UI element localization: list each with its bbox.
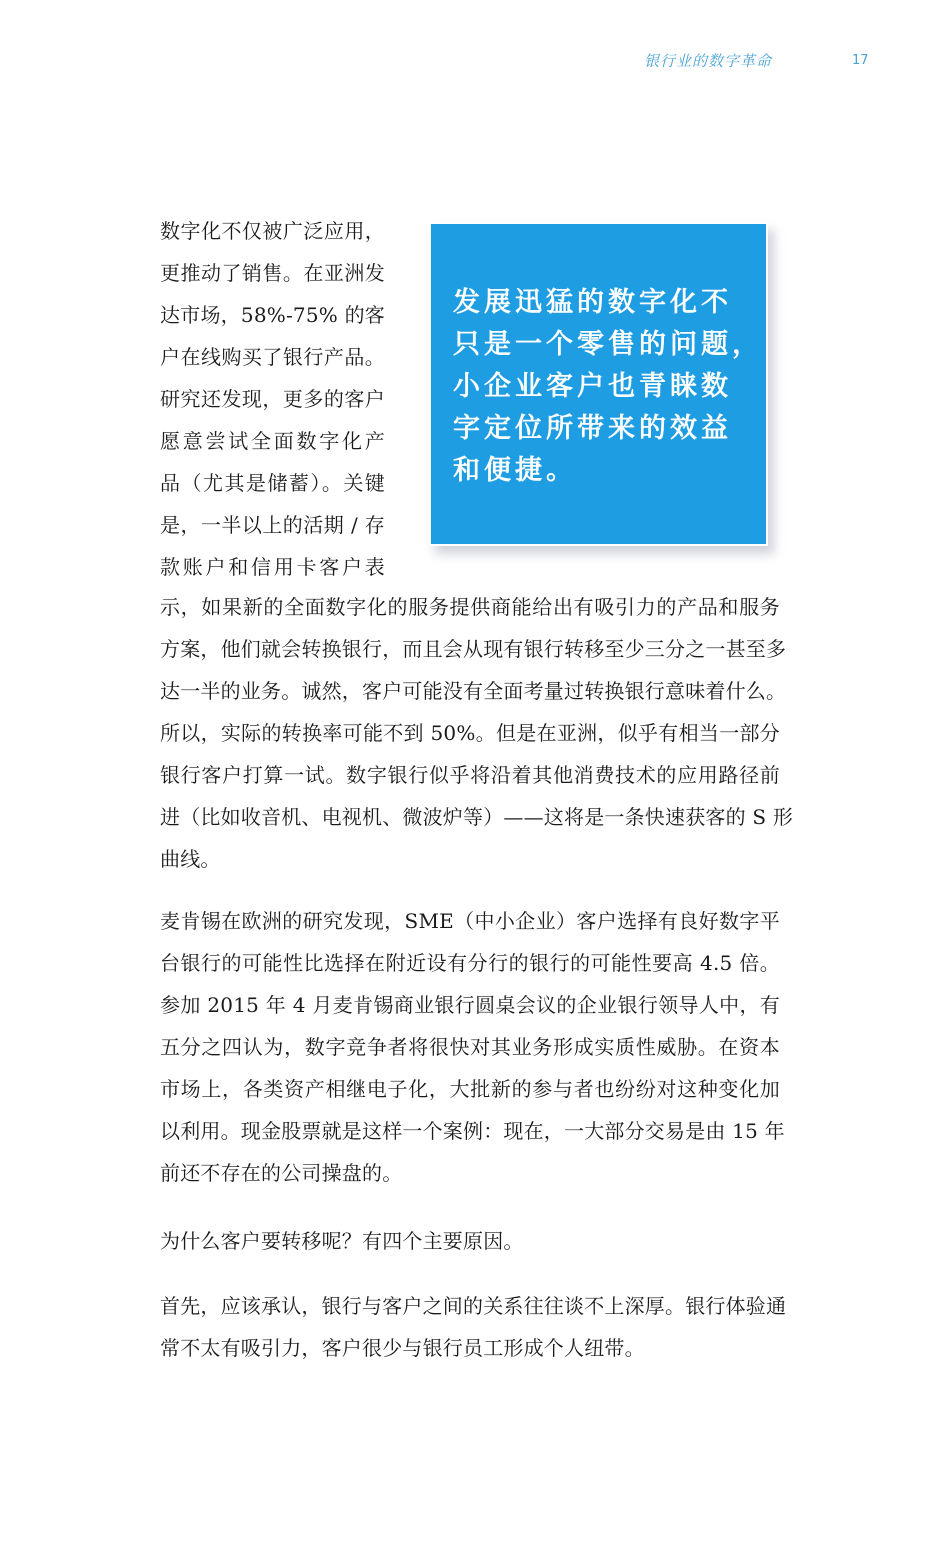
pullquote-line: 和便捷。 — [453, 455, 577, 486]
text-line: 银行客户打算一试。数字银行似乎将沿着其他消费技术的应用路径前 — [160, 763, 780, 787]
text-line: 前还不存在的公司操盘的。 — [160, 1161, 403, 1185]
text-line: 以利用。现金股票就是这样一个案例：现在，一大部分交易是由 15 年 — [160, 1119, 785, 1143]
text-line: 达一半的业务。诚然，客户可能没有全面考量过转换银行意味着什么。 — [160, 679, 787, 703]
text-line: 参加 2015 年 4 月麦肯锡商业银行圆桌会议的企业银行领导人中，有 — [160, 993, 780, 1017]
text-line: 市场上，各类资产相继电子化，大批新的参与者也纷纷对这种变化加 — [160, 1077, 780, 1101]
paragraph-sme — [160, 900, 785, 1194]
pullquote-line: 字定位所带来的效益 — [453, 413, 732, 444]
page-header — [0, 50, 936, 74]
paragraph-switching — [160, 586, 794, 880]
page-number: 17 — [852, 53, 869, 68]
text-line: 户在线购买了银行产品。 — [160, 345, 385, 369]
text-line: 是，一半以上的活期 / 存 — [160, 513, 385, 537]
text-line: 麦肯锡在欧洲的研究发现，SME（中小企业）客户选择有良好数字平 — [160, 909, 780, 933]
text-line: 曲线。 — [160, 847, 221, 871]
text-line: 为什么客户要转移呢？有四个主要原因。 — [160, 1229, 524, 1253]
text-line: 台银行的可能性比选择在附近设有分行的银行的可能性要高 4.5 倍。 — [160, 951, 780, 975]
text-line: 方案，他们就会转换银行，而且会从现有银行转移至少三分之一甚至多 — [160, 637, 787, 661]
pullquote-line: 发展迅猛的数字化不 — [453, 287, 732, 318]
text-line: 首先，应该承认，银行与客户之间的关系往往谈不上深厚。银行体验通 — [160, 1294, 787, 1318]
text-line: 五分之四认为，数字竞争者将很快对其业务形成实质性威胁。在资本 — [160, 1035, 780, 1059]
intro-paragraph — [160, 210, 385, 588]
text-line: 常不太有吸引力，客户很少与银行员工形成个人纽带。 — [160, 1336, 645, 1360]
pullquote-line: 小企业客户也青睐数 — [453, 371, 732, 402]
pullquote-text — [453, 282, 763, 492]
text-line: 数字化不仅被广泛应用， — [160, 219, 385, 243]
text-line: 达市场，58%-75% 的客 — [160, 303, 385, 327]
text-line: 款账户和信用卡客户表 — [160, 555, 385, 579]
text-line: 进（比如收音机、电视机、微波炉等）——这将是一条快速获客的 S 形 — [160, 805, 794, 829]
text-line: 研究还发现，更多的客户 — [160, 387, 385, 411]
text-line: 示，如果新的全面数字化的服务提供商能给出有吸引力的产品和服务 — [160, 595, 780, 619]
paragraph-first-reason — [160, 1285, 787, 1369]
text-line: 更推动了销售。在亚洲发 — [160, 261, 385, 285]
text-line: 愿意尝试全面数字化产 — [160, 429, 385, 453]
paragraph-question — [160, 1220, 780, 1262]
text-line: 所以，实际的转换率可能不到 50%。但是在亚洲，似乎有相当一部分 — [160, 721, 780, 745]
pullquote-box — [429, 222, 768, 546]
running-title: 银行业的数字革命 — [644, 52, 773, 70]
pullquote-line: 只是一个零售的问题， — [453, 329, 763, 360]
text-line: 品（尤其是储蓄）。关键 — [160, 471, 385, 495]
